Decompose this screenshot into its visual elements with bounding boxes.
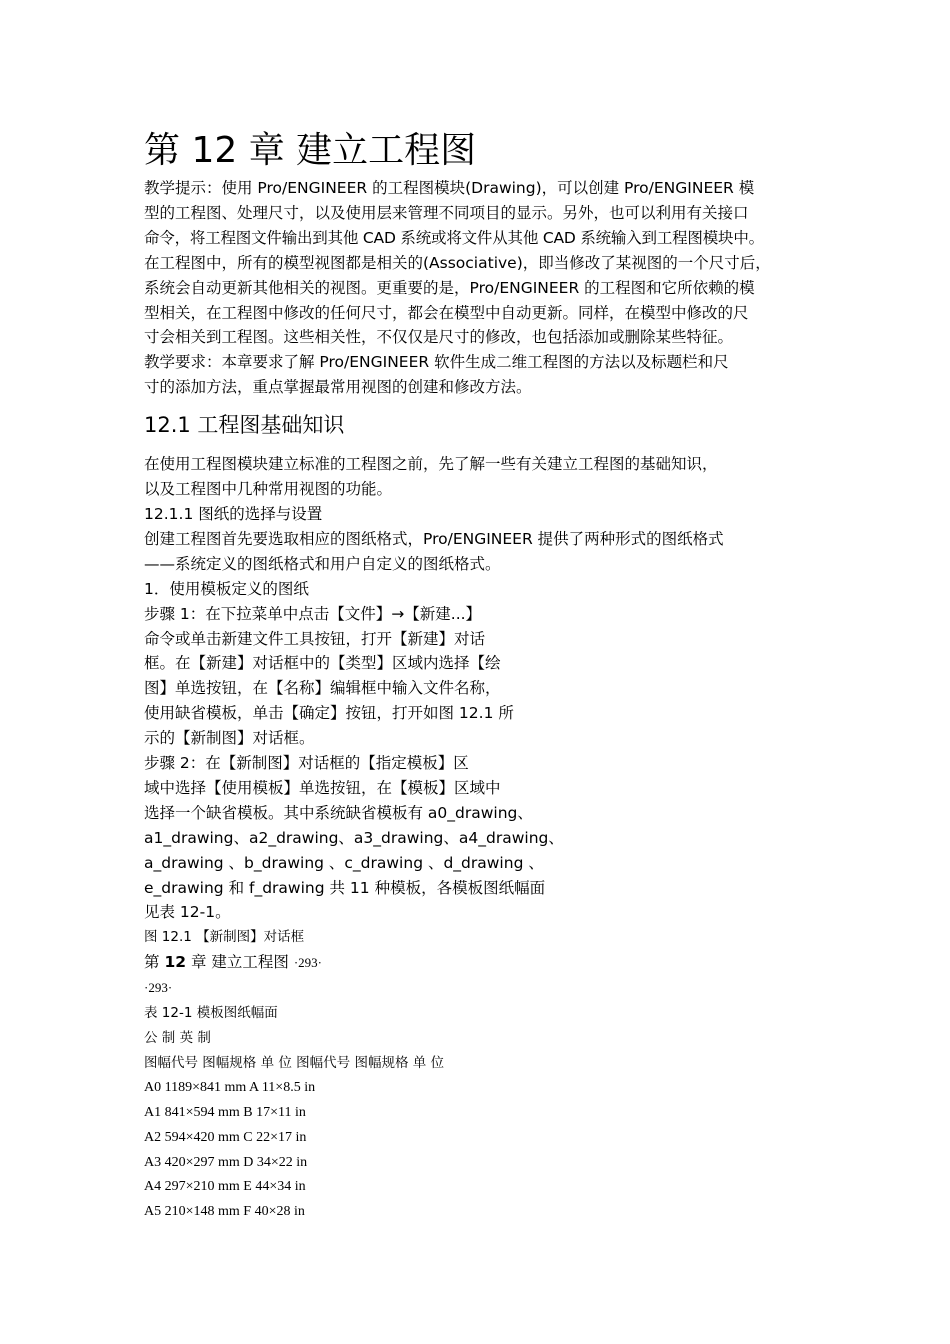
table-body	[144, 1076, 824, 1225]
intro-line: 教学要求：本章要求了解 Pro/ENGINEER 软件生成二维工程图的方法以及标题栏和尺	[144, 353, 729, 372]
step-line: a1_drawing、a2_drawing、a3_drawing、a4_drawing、	[144, 828, 564, 847]
intro-line: 在工程图中，所有的模型视图都是相关的(Associative)，即当修改了某视图的一个尺寸后，	[144, 253, 771, 272]
step-line: 见表 12-1。	[144, 903, 231, 922]
running-header-page-number: ·293·	[293, 955, 322, 971]
table-row: A4 297×210 mm E 44×34 in	[144, 1179, 306, 1195]
intro-line: 型相关，在工程图中修改的任何尺寸，都会在模型中自动更新。同样，在模型中修改的尺	[144, 303, 749, 322]
subsection-body-line: 创建工程图首先要选取相应的图纸格式，Pro/ENGINEER 提供了两种形式的图纸格式	[144, 529, 724, 548]
item-heading: 1．使用模板定义的图纸	[144, 579, 309, 598]
table-row: A5 210×148 mm F 40×28 in	[144, 1204, 305, 1220]
table-group-header: 公 制 英 制	[144, 1030, 211, 1046]
chapter-title: 第 12 章 建立工程图	[144, 130, 477, 171]
intro-line: 命令，将工程图文件输出到其他 CAD 系统或将文件从其他 CAD 系统输入到工程图模块中。	[144, 228, 764, 247]
intro-line: 型的工程图、处理尺寸，以及使用层来管理不同项目的显示。另外，也可以利用有关接口	[144, 203, 749, 222]
table-row: A2 594×420 mm C 22×17 in	[144, 1129, 307, 1145]
running-header-chapter-number: 12	[164, 953, 187, 972]
table-row: A3 420×297 mm D 34×22 in	[144, 1154, 308, 1170]
step-line: e_drawing 和 f_drawing 共 11 种模板，各模板图纸幅面	[144, 878, 546, 897]
subsection-heading: 12.1.1 图纸的选择与设置	[144, 504, 323, 523]
step-line: 示的【新制图】对话框。	[144, 729, 315, 748]
subsection-body-line: ——系统定义的图纸格式和用户自定义的图纸格式。	[144, 554, 501, 573]
section-intro-line: 在使用工程图模块建立标准的工程图之前，先了解一些有关建立工程图的基础知识，	[144, 455, 718, 474]
table-row: A0 1189×841 mm A 11×8.5 in	[144, 1079, 316, 1095]
intro-line: 教学提示：使用 Pro/ENGINEER 的工程图模块(Drawing)，可以创建 Pro/ENGINEER 模	[144, 179, 755, 197]
table-caption: 表 12-1 模板图纸幅面	[144, 1005, 278, 1022]
step-line: 选择一个缺省模板。其中系统缺省模板有 a0_drawing、	[144, 803, 533, 822]
intro-line: 寸会相关到工程图。这些相关性，不仅仅是尺寸的修改，也包括添加或删除某些特征。	[144, 328, 734, 347]
step-line: a_drawing 、b_drawing 、c_drawing 、d_drawing 、	[144, 853, 544, 872]
step-line: 命令或单击新建文件工具按钮，打开【新建】对话	[144, 629, 486, 648]
running-header-prefix: 第	[144, 953, 165, 972]
section-heading: 12.1 工程图基础知识	[144, 413, 345, 438]
intro-line: 系统会自动更新其他相关的视图。更重要的是，Pro/ENGINEER 的工程图和它所依赖的模	[144, 278, 755, 297]
table-row: A1 841×594 mm B 17×11 in	[144, 1104, 306, 1120]
step-line: 使用缺省模板，单击【确定】按钮，打开如图 12.1 所	[144, 704, 514, 723]
step-line: 步骤 2：在【新制图】对话框的【指定模板】区	[144, 754, 469, 773]
step-line: 框。在【新建】对话框中的【类型】区域内选择【绘	[144, 654, 501, 673]
running-header	[144, 950, 824, 976]
section-intro-line: 以及工程图中几种常用视图的功能。	[144, 480, 393, 499]
table-column-header: 图幅代号 图幅规格 单 位 图幅代号 图幅规格 单 位	[144, 1054, 445, 1071]
step-line: 图】单选按钮，在【名称】编辑框中输入文件名称，	[144, 679, 501, 698]
teaching-intro	[144, 176, 824, 400]
section-intro	[144, 452, 824, 502]
page-number: ·293·	[144, 980, 173, 996]
steps	[144, 602, 824, 926]
intro-line: 寸的添加方法，重点掌握最常用视图的创建和修改方法。	[144, 378, 532, 397]
document-page	[144, 128, 824, 1225]
figure-caption: 图 12.1 【新制图】对话框	[144, 929, 305, 946]
running-header-suffix: 章 建立工程图	[186, 953, 294, 972]
step-line: 步骤 1：在下拉菜单中点击【文件】→【新建...】	[144, 604, 482, 623]
step-line: 域中选择【使用模板】单选按钮，在【模板】区域中	[144, 778, 501, 797]
subsection-body	[144, 527, 824, 577]
